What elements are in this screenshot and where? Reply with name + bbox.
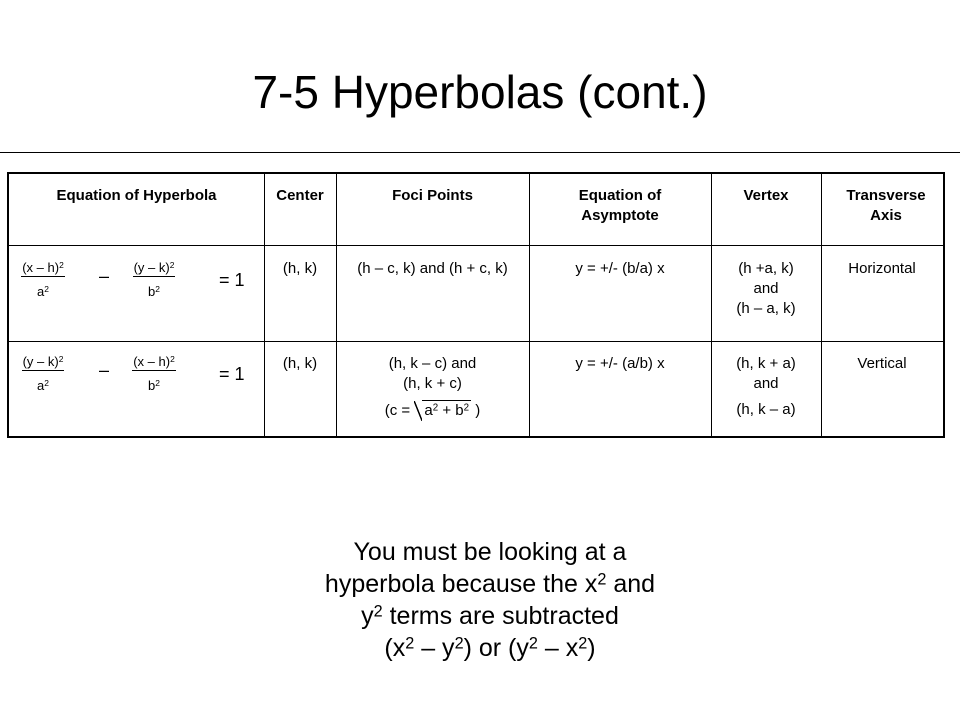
asymptote-cell: y = +/- (a/b) x <box>575 355 665 372</box>
vertex-cell: (h, k + a) and (h, k – a) <box>736 355 796 418</box>
minus-sign: – <box>99 266 110 286</box>
column-divider <box>264 174 265 436</box>
equation-fraction: $\frac{(x - h)^2}{a^2}$ <box>22 260 64 299</box>
equation-fraction: $\frac{(x - h)^2}{b^2}$ <box>133 354 175 393</box>
center-cell: (h, k) <box>282 355 318 372</box>
header-foci: Foci Points <box>392 187 473 204</box>
column-divider <box>529 174 530 436</box>
axis-cell: Vertical <box>857 355 907 372</box>
equals-one: = 1 <box>219 364 245 384</box>
page-title: 7-5 Hyperbolas (cont.) <box>252 66 708 118</box>
column-divider <box>821 174 822 436</box>
equals-one: = 1 <box>219 270 245 290</box>
row-divider <box>9 245 943 246</box>
hyperbola-table <box>7 172 945 438</box>
header-vertex: Vertex <box>743 187 789 204</box>
foci-cell: (h, k – c) and (h, k + c) ($c = a^2 + b^2$ ) <box>336 354 529 421</box>
equation-fraction: $\frac{(y - k)^2}{b^2}$ <box>133 260 175 299</box>
center-cell: (h, k) <box>282 260 318 277</box>
vertex-cell: (h +a, k) and (h – a, k) <box>736 260 796 317</box>
header-equation: Equation of Hyperbola <box>56 187 217 204</box>
minus-sign: – <box>99 360 110 380</box>
foci-cell: (h – c, k) and (h + c, k) <box>357 260 508 277</box>
foci-c-formula: ($c = a^2 + b^2$ ) <box>384 402 481 419</box>
axis-cell: Horizontal <box>848 260 916 277</box>
header-center: Center <box>276 187 324 204</box>
asymptote-cell: y = +/- (b/a) x <box>575 260 665 277</box>
square-root: $a^2 + b^2$ <box>424 402 470 419</box>
header-asymptote: Equation of Asymptote <box>578 187 662 224</box>
title-divider <box>0 152 960 153</box>
header-transverse-axis: Transverse Axis <box>846 187 926 224</box>
equation-fraction: $\frac{(y - k)^2}{a^2}$ <box>22 354 64 393</box>
explanation-text: You must be looking at a hyperbola because the $x^2$ and $y^2$ terms are subtracted $(x^2 - y^2)$ or $(y^2 - x^2)$ <box>324 538 656 662</box>
row-divider <box>9 341 943 342</box>
